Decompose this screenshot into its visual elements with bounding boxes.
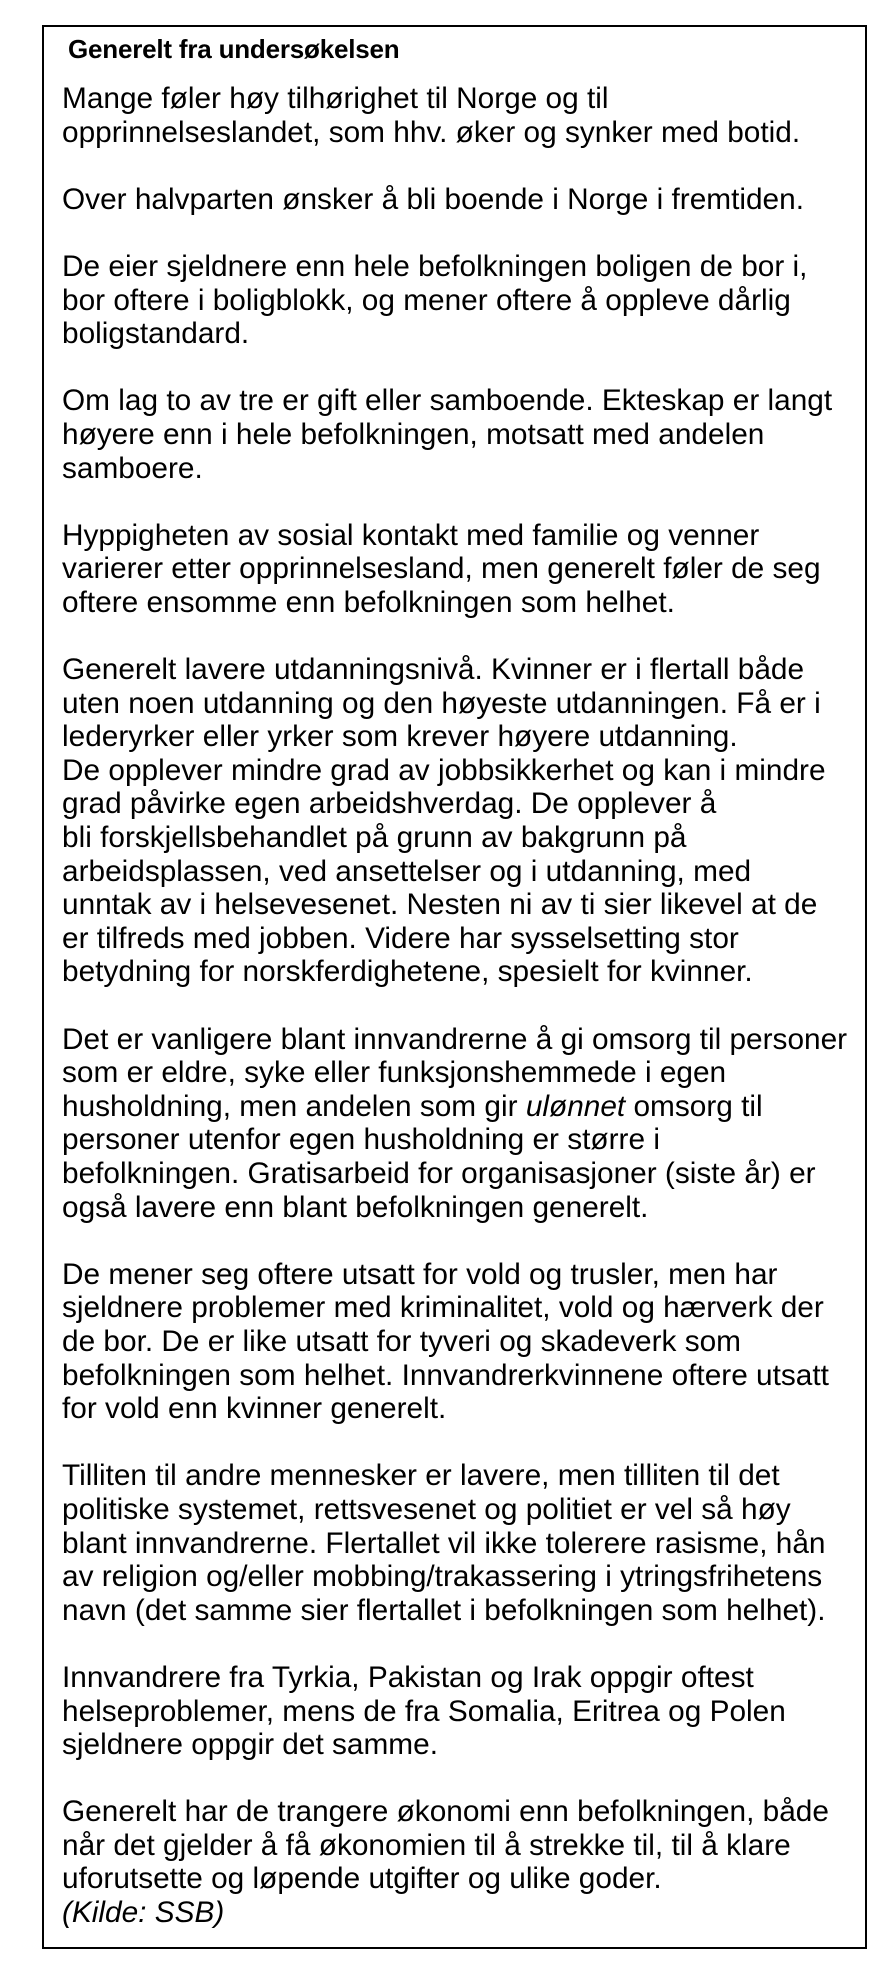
text-line: er tilfreds med jobben. Videre har sysselsetting stor xyxy=(62,921,739,955)
text-line: Innvandrere fra Tyrkia, Pakistan og Irak oppgir oftest xyxy=(62,1660,754,1694)
text-line: Generelt har de trangere økonomi enn befolkningen, både xyxy=(62,1795,829,1829)
text-line: samboere. xyxy=(62,451,203,485)
text-line: Generelt lavere utdanningsnivå. Kvinner er i flertall både xyxy=(62,653,805,687)
text-line: for vold enn kvinner generelt. xyxy=(62,1392,447,1426)
paragraph-trust xyxy=(62,1459,847,1627)
text-line-with-emphasis xyxy=(62,1090,847,1124)
text-segment: omsorg til xyxy=(625,1089,763,1123)
paragraph-crime xyxy=(62,1258,847,1426)
box-content xyxy=(62,82,847,1963)
paragraph-future xyxy=(62,183,847,217)
text-line: også lavere enn blant befolkningen generelt. xyxy=(62,1190,649,1224)
text-line: de bor. De er like utsatt for tyveri og skadeverk som xyxy=(62,1324,741,1358)
paragraph-belonging xyxy=(62,82,847,149)
text-line: som er eldre, syke eller funksjonshemmede i egen xyxy=(62,1056,727,1090)
text-line: Om lag to av tre er gift eller samboende. Ekteskap er langt xyxy=(62,384,833,418)
paragraph-marriage xyxy=(62,384,847,485)
text-line: betydning for norskferdighetene, spesielt for kvinner. xyxy=(62,955,753,989)
text-line: grad påvirke egen arbeidshverdag. De opplever å xyxy=(62,787,717,821)
text-line: uten noen utdanning og den høyeste utdanningen. Få er i xyxy=(62,686,821,720)
text-segment: husholdning, men andelen som gir xyxy=(62,1089,526,1123)
text-line: Tilliten til andre mennesker er lavere, men tilliten til det xyxy=(62,1459,780,1493)
text-line: Hyppigheten av sosial kontakt med familie og venner xyxy=(62,518,760,552)
text-line: Over halvparten ønsker å bli boende i Norge i fremtiden. xyxy=(62,182,804,216)
text-line: når det gjelder å få økonomien til å strekke til, til å klare xyxy=(62,1828,791,1862)
emphasized-word: ulønnet xyxy=(525,1089,626,1123)
text-line: Det er vanligere blant innvandrerne å gi omsorg til personer xyxy=(62,1022,848,1056)
text-line: bor oftere i boligblokk, og mener oftere å oppleve dårlig xyxy=(62,283,791,317)
text-line: befolkningen. Gratisarbeid for organisasjoner (siste år) er xyxy=(62,1157,816,1190)
text-line: navn (det samme sier flertallet i befolkningen som helhet). xyxy=(62,1593,826,1627)
paragraph-education-work xyxy=(62,653,847,989)
source-citation: (Kilde: SSB) xyxy=(62,1896,225,1930)
text-line: De eier sjeldnere enn hele befolkningen boligen de bor i, xyxy=(62,249,808,283)
info-box xyxy=(42,25,867,1949)
text-line: De mener seg oftere utsatt for vold og trusler, men har xyxy=(62,1257,778,1291)
text-line: høyere enn i hele befolkningen, motsatt med andelen xyxy=(62,417,765,451)
text-line: politiske systemet, rettsvesenet og politiet er vel så høy xyxy=(62,1492,791,1526)
text-line: arbeidsplassen, ved ansettelser og i utdanning, med xyxy=(62,854,752,888)
text-line: av religion og/eller mobbing/trakassering i ytringsfrihetens xyxy=(62,1560,823,1594)
text-line: De opplever mindre grad av jobbsikkerhet og kan i mindre xyxy=(62,753,826,787)
text-line: blant innvandrerne. Flertallet vil ikke tolerere rasisme, hån xyxy=(62,1526,826,1560)
text-line: befolkningen som helhet. Innvandrerkvinnene oftere utsatt xyxy=(62,1358,829,1392)
text-line: helseproblemer, mens de fra Somalia, Eritrea og Polen xyxy=(62,1694,786,1728)
paragraph-housing xyxy=(62,250,847,351)
text-line: uforutsette og løpende utgifter og ulike goder. xyxy=(62,1862,662,1896)
text-line: personer utenfor egen husholdning er større i xyxy=(62,1123,660,1157)
paragraph-social-contact xyxy=(62,519,847,620)
paragraph-health xyxy=(62,1661,847,1762)
text-line: sjeldnere oppgir det samme. xyxy=(62,1728,438,1762)
text-line: boligstandard. xyxy=(62,317,250,351)
text-line: opprinnelseslandet, som hhv. øker og synker med botid. xyxy=(62,115,801,149)
text-line: oftere ensomme enn befolkningen som helhet. xyxy=(62,585,675,619)
box-title: Generelt fra undersøkelsen xyxy=(68,34,400,64)
text-line: bli forskjellsbehandlet på grunn av bakgrunn på xyxy=(62,821,687,855)
text-line: Mange føler høy tilhørighet til Norge og til xyxy=(62,82,609,115)
text-line: varierer etter opprinnelsesland, men generelt føler de seg xyxy=(62,552,821,586)
text-line: unntak av i helsevesenet. Nesten ni av ti sier likevel at de xyxy=(62,888,818,922)
paragraph-economy xyxy=(62,1795,847,1929)
paragraph-care xyxy=(62,1023,847,1225)
text-line: lederyrker eller yrker som krever høyere utdanning. xyxy=(62,720,738,754)
text-line: sjeldnere problemer med kriminalitet, vold og hærverk der xyxy=(62,1291,824,1325)
